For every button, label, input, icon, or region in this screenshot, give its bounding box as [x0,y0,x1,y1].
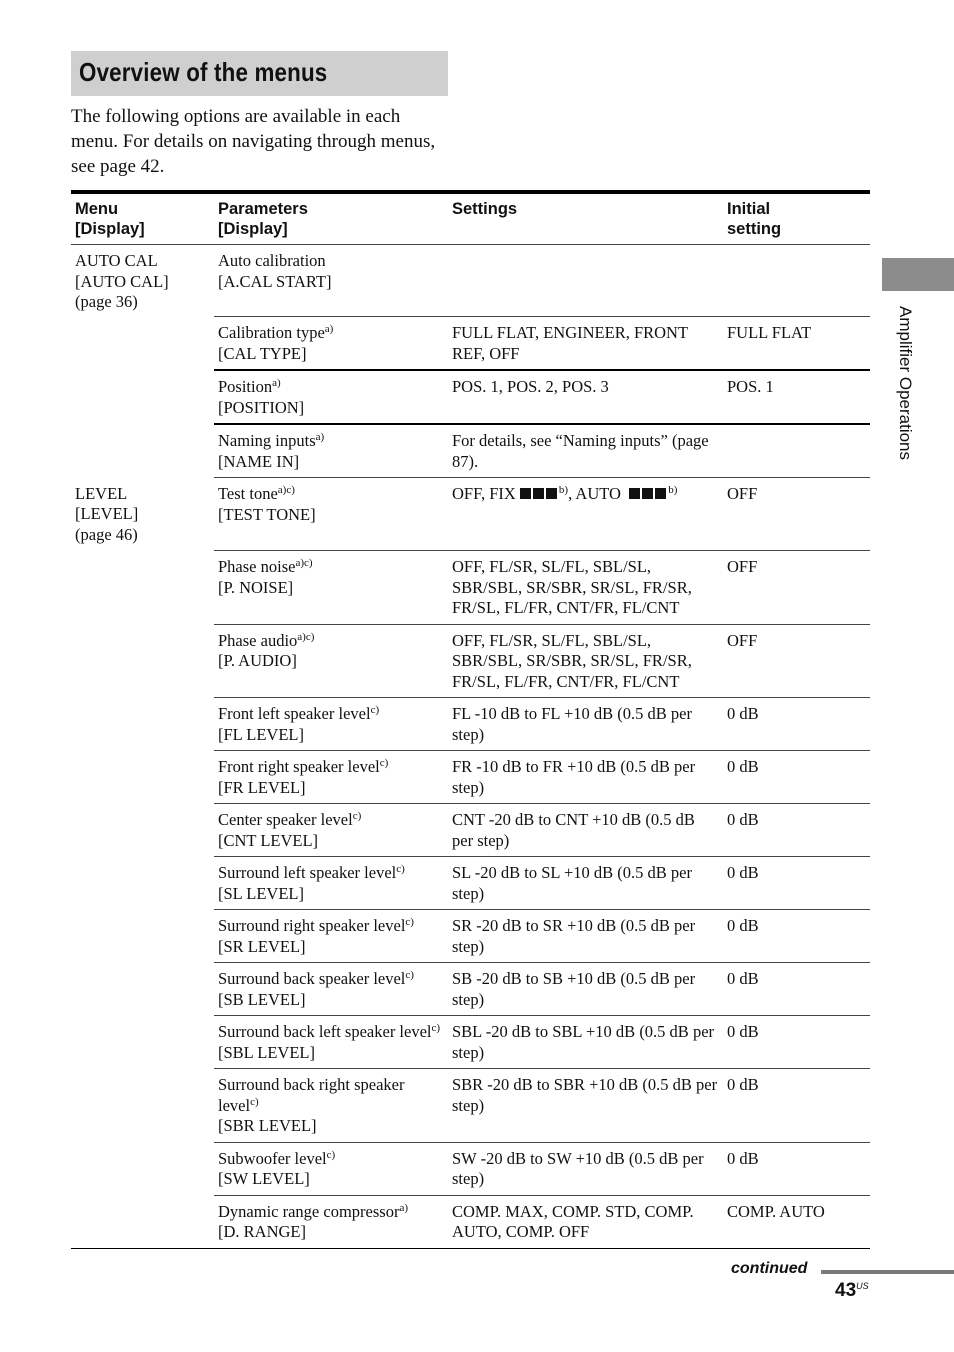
setting-cell: For details, see “Naming inputs” (page 87). [448,424,723,478]
page-number: $43^{US}$ [835,1280,869,1301]
table-header-row [71,192,870,245]
param-cell: Front right speaker level$^{c)}$ [FR LEVEL] [214,751,448,804]
initial-cell: 0 dB [723,1142,870,1195]
setting-cell: CNT -20 dB to CNT +10 dB (0.5 dB per step) [448,804,723,857]
param-cell: Test tone$^{a)c)}$ [TEST TONE] [214,478,448,551]
param-cell: Center speaker level$^{c)}$ [CNT LEVEL] [214,804,448,857]
param-cell: Phase noise$^{a)c)}$ [P. NOISE] [214,551,448,625]
setting-cell: SR -20 dB to SR +10 dB (0.5 dB per step) [448,910,723,963]
header-parameters: Parameters [Display] [214,192,448,245]
header-settings: Settings [448,192,723,245]
param-cell: Surround back right speaker level$^{c)}$ [SBR LEVEL] [214,1069,448,1143]
initial-cell: 0 dB [723,751,870,804]
intro-paragraph: The following options are available in each menu. For details on navigating through menus, see page 42. [71,106,436,177]
param-cell: Dynamic range compressor$^{a)}$ [D. RANGE] [218,1201,408,1241]
table-row [71,245,870,317]
initial-cell: 0 dB [723,698,870,751]
initial-cell: OFF [723,478,870,551]
section-title: Overview of the menus [79,57,328,87]
initial-cell: OFF [723,624,870,698]
level-square-icon [520,484,559,503]
param-cell: Surround left speaker level$^{c)}$ [SL LEVEL] [214,857,448,910]
initial-cell: POS. 1 [723,370,870,424]
initial-cell: 0 dB [723,910,870,963]
setting-cell: POS. 1, POS. 2, POS. 3 [448,370,723,424]
setting-cell: FULL FLAT, ENGINEER, FRONT REF, OFF [448,317,723,371]
param-cell: Front left speaker level$^{c)}$ [FL LEVEL] [214,698,448,751]
table-row [71,478,870,551]
menu-cell-level: LEVEL [LEVEL] (page 46) [75,483,139,544]
setting-cell: COMP. MAX, COMP. STD, COMP. AUTO, COMP. OFF [452,1201,694,1241]
setting-cell: SBL -20 dB to SBL +10 dB (0.5 dB per step) [448,1016,723,1069]
initial-cell: OFF [723,551,870,625]
level-square-icon [629,484,668,503]
setting-cell: FR -10 dB to FR +10 dB (0.5 dB per step) [448,751,723,804]
initial-cell: 0 dB [723,857,870,910]
continued-label: continued [731,1260,808,1277]
setting-cell: SL -20 dB to SL +10 dB (0.5 dB per step) [448,857,723,910]
param-cell: Phase audio$^{a)c)}$ [P. AUDIO] [214,624,448,698]
continued-bar [821,1270,954,1274]
initial-cell: COMP. AUTO [727,1201,825,1221]
initial-cell: 0 dB [723,963,870,1016]
setting-cell [448,245,723,317]
setting-cell-test-tone: OFF, FIX $^{b)}$, AUTO $^{b)}$ [448,478,723,551]
header-menu: Menu [Display] [71,192,214,245]
param-cell: Subwoofer level$^{c)}$ [SW LEVEL] [214,1142,448,1195]
initial-cell [723,245,870,317]
setting-cell: SW -20 dB to SW +10 dB (0.5 dB per step) [448,1142,723,1195]
setting-cell: OFF, FL/SR, SL/FL, SBL/SL, SBR/SBL, SR/SBR, SR/SL, FR/SR, FR/SL, FL/FR, CNT/FR, FL/CNT [448,624,723,698]
param-cell: Position$^{a)}$ [POSITION] [214,370,448,424]
side-tab-marker [882,258,954,291]
initial-cell: 0 dB [723,1016,870,1069]
initial-cell: 0 dB [723,804,870,857]
param-cell: Surround back speaker level$^{c)}$ [SB LEVEL] [214,963,448,1016]
menu-overview-table [71,190,870,1249]
section-title-box [71,51,448,96]
initial-cell: FULL FLAT [723,317,870,371]
setting-cell: OFF, FL/SR, SL/FL, SBL/SL, SBR/SBL, SR/SBR, SR/SL, FR/SR, FR/SL, FL/FR, CNT/FR, FL/CNT [448,551,723,625]
initial-cell [723,424,870,478]
menu-cell-auto-cal: AUTO CAL [AUTO CAL] (page 36) [75,251,169,311]
setting-cell: SB -20 dB to SB +10 dB (0.5 dB per step) [448,963,723,1016]
setting-cell: FL -10 dB to FL +10 dB (0.5 dB per step) [448,698,723,751]
param-cell: Auto calibration [A.CAL START] [214,245,448,317]
initial-cell: 0 dB [723,1069,870,1143]
param-cell: Naming inputs$^{a)}$ [NAME IN] [214,424,448,478]
param-cell: Calibration type$^{a)}$ [CAL TYPE] [214,317,448,371]
setting-cell: SBR -20 dB to SBR +10 dB (0.5 dB per step) [448,1069,723,1143]
param-cell: Surround right speaker level$^{c)}$ [SR LEVEL] [214,910,448,963]
header-initial-setting: Initial setting [723,192,870,245]
side-section-label: Amplifier Operations [896,306,915,461]
param-cell: Surround back left speaker level$^{c)}$ [SBL LEVEL] [214,1016,448,1069]
